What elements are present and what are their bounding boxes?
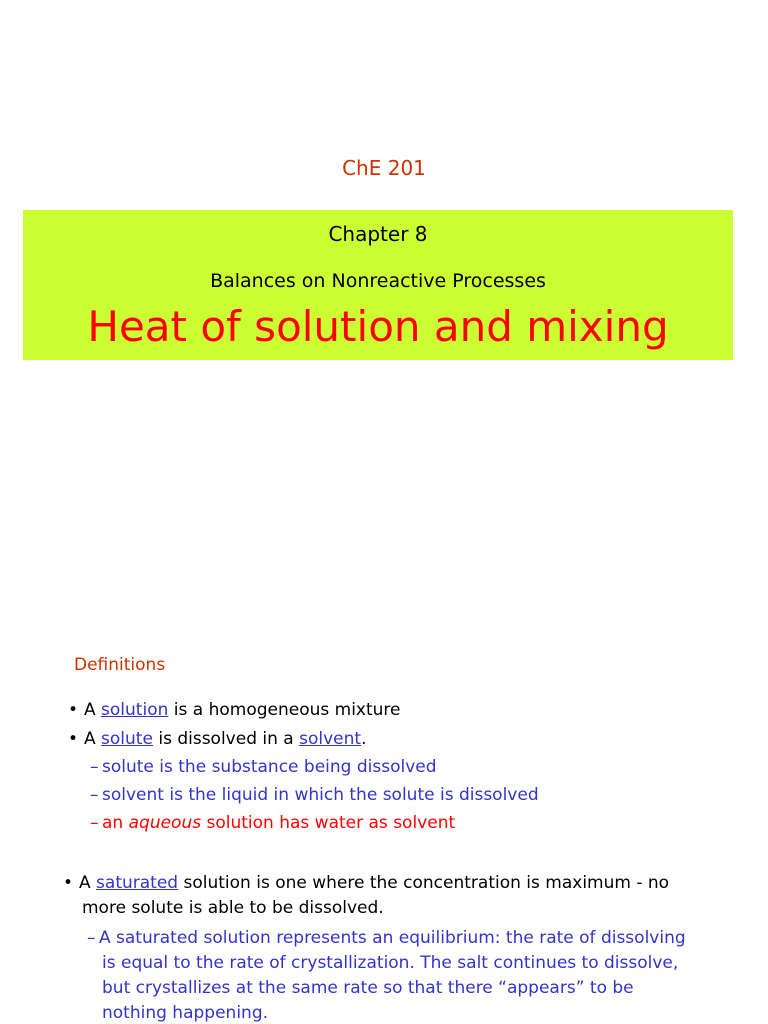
bullet-icon: • <box>63 873 74 893</box>
subpoint-text: solvent is the liquid in which the solute is dissolved <box>102 785 539 805</box>
definition-text-continued: more solute is able to be dissolved. <box>82 898 384 918</box>
period: . <box>361 729 367 749</box>
emphasis-aqueous: aqueous <box>128 813 202 833</box>
term-solution-link[interactable]: solution <box>101 700 169 720</box>
subpoint-text: A saturated solution represents an equilibrium: the rate of dissolving <box>99 928 686 948</box>
dash-icon: – <box>90 813 99 833</box>
chapter-label: Chapter 8 <box>328 222 428 246</box>
title-band <box>23 210 733 360</box>
term-solvent-link[interactable]: solvent <box>299 729 362 749</box>
term-solute-link[interactable]: solute <box>101 729 153 749</box>
term-saturated-link[interactable]: saturated <box>96 873 179 893</box>
subpoint-text: an <box>102 813 124 833</box>
subpoint-text: solution has water as solvent <box>206 813 456 833</box>
subpoint-aqueous <box>90 812 455 834</box>
definition-text: solution is one where the concentration is maximum - no <box>183 873 670 893</box>
subpoint-text-line-3: but crystallizes at the same rate so that there “appears” to be <box>102 978 634 998</box>
subpoint-text: solute is the substance being dissolved <box>102 757 437 777</box>
definition-saturated <box>63 871 723 921</box>
definition-solute <box>68 728 366 750</box>
dash-icon: – <box>87 928 96 948</box>
course-code: ChE 201 <box>342 156 426 180</box>
bullet-icon: • <box>68 700 79 720</box>
definitions-heading: Definitions <box>74 655 166 675</box>
equilibrium-line-1 <box>87 926 737 951</box>
definition-text: is dissolved in a <box>158 729 294 749</box>
saturated-line-1 <box>63 871 723 896</box>
subpoint-text-line-4: nothing happening. <box>102 1003 269 1023</box>
article: A <box>79 873 91 893</box>
definition-text: is a homogeneous mixture <box>173 700 401 720</box>
chapter-subtitle: Balances on Nonreactive Processes <box>210 270 546 292</box>
article: A <box>84 729 96 749</box>
subpoint-equilibrium <box>87 926 737 1024</box>
dash-icon: – <box>90 757 99 777</box>
subpoint-solute <box>90 756 437 778</box>
subpoint-solvent <box>90 784 539 806</box>
main-title: Heat of solution and mixing <box>87 302 669 351</box>
definition-solution <box>68 699 401 721</box>
dash-icon: – <box>90 785 99 805</box>
subpoint-text-line-2: is equal to the rate of crystallization. The salt continues to dissolve, <box>102 953 679 973</box>
bullet-icon: • <box>68 729 79 749</box>
article: A <box>84 700 96 720</box>
